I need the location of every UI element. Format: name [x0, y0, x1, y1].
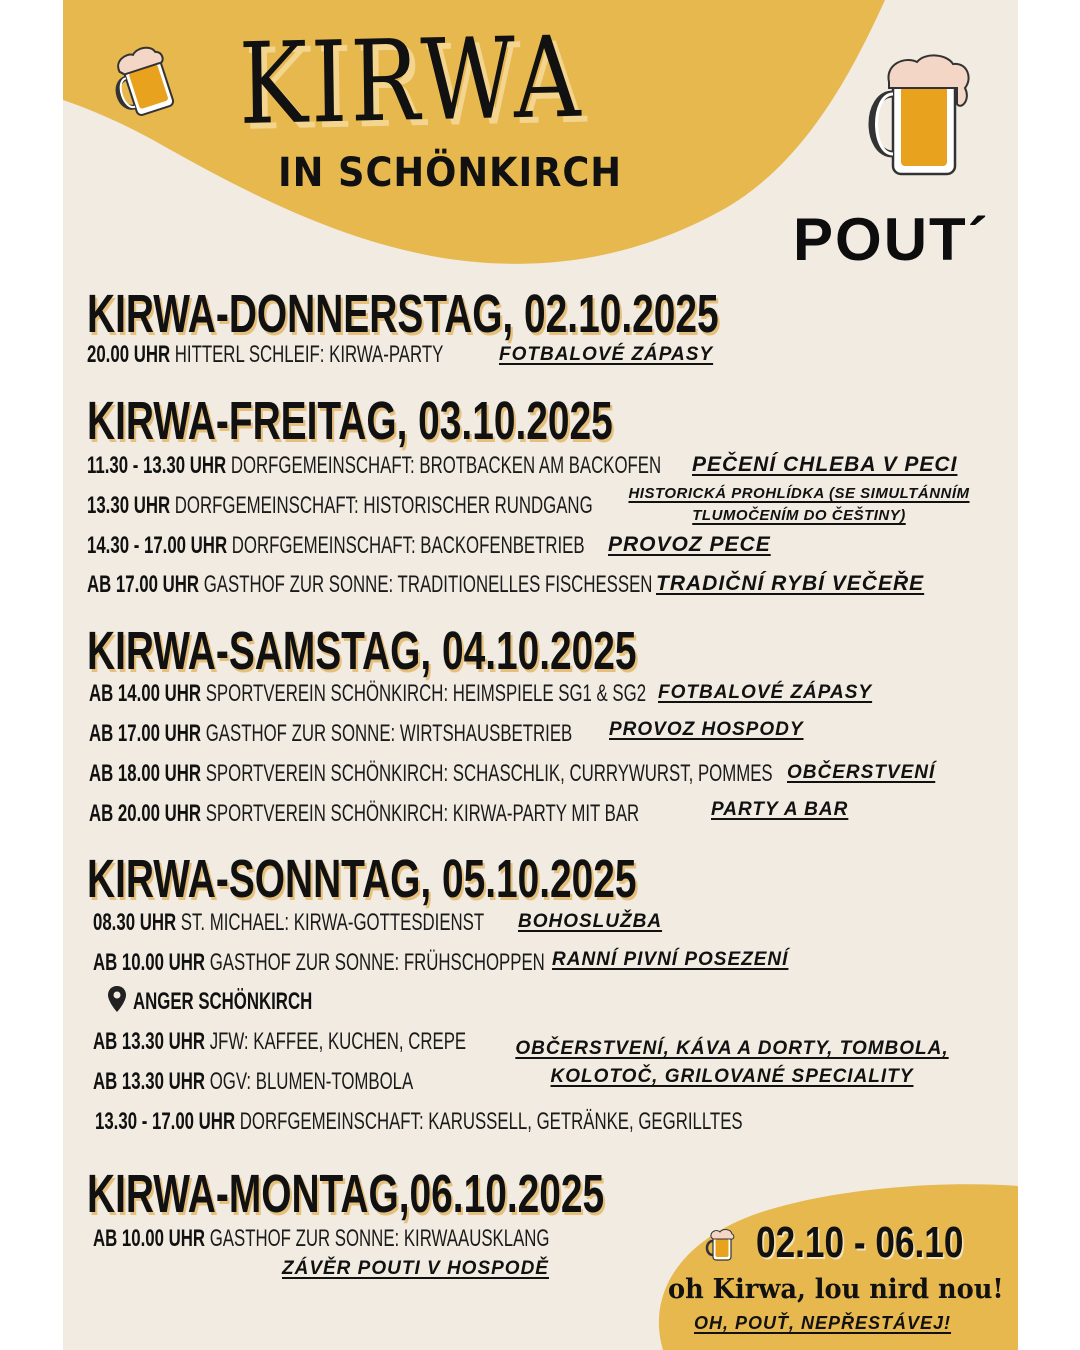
- event-text: DORFGEMEINSCHAFT: KARUSSELL, GETRÄNKE, GEGRILLTES: [235, 1108, 743, 1135]
- event-czech: FOTBALOVÉ ZÁPASY: [658, 682, 873, 703]
- event-czech: PEČENÍ CHLEBA V PECI: [692, 453, 958, 476]
- event-time: 13.30 - 17.00 UHR: [95, 1108, 236, 1135]
- event-czech-group: [487, 1035, 977, 1091]
- event-text: DORFGEMEINSCHAFT: HISTORISCHER RUNDGANG: [170, 492, 593, 519]
- event-item: [93, 949, 545, 977]
- event-czech-line: TLUMOČENÍM DO ČEŠTINY): [692, 507, 906, 524]
- event-czech: PARTY A BAR: [711, 799, 849, 820]
- event-czech: FOTBALOVÉ ZÁPASY: [499, 344, 714, 365]
- event-czech: PROVOZ PECE: [608, 533, 771, 556]
- event-text: SPORTVEREIN SCHÖNKIRCH: KIRWA-PARTY MIT BAR: [201, 800, 640, 827]
- poster: [63, 0, 1018, 1350]
- day-heading-thursday: KIRWA-DONNERSTAG, 02.10.2025: [87, 284, 719, 344]
- event-time: AB 10.00 UHR: [93, 949, 206, 976]
- event-czech: TRADIČNÍ RYBÍ VEČEŘE: [656, 572, 925, 595]
- event-time: AB 14.00 UHR: [89, 680, 202, 707]
- event-czech: RANNÍ PIVNÍ POSEZENÍ: [552, 949, 789, 970]
- beer-mug-icon: [703, 1226, 737, 1264]
- event-text: GASTHOF ZUR SONNE: TRADITIONELLES FISCHESSEN: [199, 571, 653, 598]
- event-item: [93, 1028, 466, 1056]
- event-czech: ZÁVĚR POUTI V HOSPODĚ: [282, 1258, 549, 1279]
- event-item: [93, 1225, 549, 1253]
- beer-mug-icon: [107, 40, 187, 125]
- event-item: [93, 1068, 413, 1096]
- location-pin-icon: [107, 985, 127, 1013]
- event-czech: PROVOZ HOSPODY: [609, 719, 804, 740]
- event-text: SPORTVEREIN SCHÖNKIRCH: HEIMSPIELE SG1 & SG2: [201, 680, 647, 707]
- event-time: 14.30 - 17.00 UHR: [87, 532, 228, 559]
- location-label: ANGER SCHÖNKIRCH: [133, 988, 313, 1015]
- event-text: ST. MICHAEL: KIRWA-GOTTESDIENST: [176, 909, 485, 936]
- event-czech: BOHOSLUŽBA: [518, 911, 663, 932]
- poster-subtitle: IN SCHÖNKIRCH: [278, 150, 623, 196]
- event-text: DORFGEMEINSCHAFT: BACKOFENBETRIEB: [227, 532, 585, 559]
- event-time: AB 13.30 UHR: [93, 1028, 206, 1055]
- czech-title: POUT´: [793, 206, 990, 273]
- event-item: [93, 909, 484, 937]
- event-czech-line: KOLOTOČ, GRILOVANÉ SPECIALITY: [550, 1066, 914, 1087]
- event-time: AB 10.00 UHR: [93, 1225, 206, 1252]
- event-text: SPORTVEREIN SCHÖNKIRCH: SCHASCHLIK, CURRYWURST, POMMES: [201, 760, 773, 787]
- event-item: [87, 341, 443, 369]
- event-time: AB 18.00 UHR: [89, 760, 202, 787]
- event-time: 11.30 - 13.30 UHR: [87, 452, 227, 479]
- event-time: 13.30 UHR: [87, 492, 171, 519]
- beer-mug-icon: [861, 48, 991, 188]
- event-time: 08.30 UHR: [93, 909, 177, 936]
- event-item: [89, 760, 773, 788]
- event-text: HITTERL SCHLEIF: KIRWA-PARTY: [170, 341, 444, 368]
- event-text: GASTHOF ZUR SONNE: WIRTSHAUSBETRIEB: [201, 720, 573, 747]
- event-czech-line: OBČERSTVENÍ, KÁVA A DORTY, TOMBOLA,: [515, 1038, 949, 1059]
- event-item: [87, 571, 652, 599]
- event-time: AB 13.30 UHR: [93, 1068, 206, 1095]
- event-czech: OBČERSTVENÍ: [787, 762, 936, 783]
- day-heading-sunday: KIRWA-SONNTAG, 05.10.2025: [87, 849, 637, 909]
- event-text: JFW: KAFFEE, KUCHEN, CREPE: [205, 1028, 467, 1055]
- event-item: [95, 1108, 743, 1136]
- event-time: 20.00 UHR: [87, 341, 171, 368]
- event-item: [87, 492, 593, 520]
- poster-title: KIRWA: [238, 12, 585, 150]
- event-text: DORFGEMEINSCHAFT: BROTBACKEN AM BACKOFEN: [226, 452, 662, 479]
- event-text: OGV: BLUMEN-TOMBOLA: [205, 1068, 414, 1095]
- day-heading-monday: KIRWA-MONTAG,06.10.2025: [87, 1164, 605, 1224]
- event-text: GASTHOF ZUR SONNE: KIRWAAUSKLANG: [205, 1225, 550, 1252]
- event-item: [89, 680, 646, 708]
- day-heading-friday: KIRWA-FREITAG, 03.10.2025: [87, 391, 613, 451]
- czech-slogan: OH, POUŤ, NEPŘESTÁVEJ!: [694, 1313, 952, 1333]
- event-item: [89, 720, 572, 748]
- event-item: [89, 800, 639, 828]
- event-time: AB 20.00 UHR: [89, 800, 202, 827]
- event-time: AB 17.00 UHR: [87, 571, 200, 598]
- event-time: AB 17.00 UHR: [89, 720, 202, 747]
- event-czech: [604, 483, 994, 527]
- dialect-slogan: oh Kirwa, lou nird nou!: [668, 1274, 1004, 1305]
- day-heading-saturday: KIRWA-SAMSTAG, 04.10.2025: [87, 621, 637, 681]
- date-range: 02.10 - 06.10: [756, 1218, 964, 1267]
- event-text: GASTHOF ZUR SONNE: FRÜHSCHOPPEN: [205, 949, 545, 976]
- event-item: [87, 452, 661, 480]
- event-item: [87, 532, 585, 560]
- event-czech-line: HISTORICKÁ PROHLÍDKA (SE SIMULTÁNNÍM: [628, 485, 970, 502]
